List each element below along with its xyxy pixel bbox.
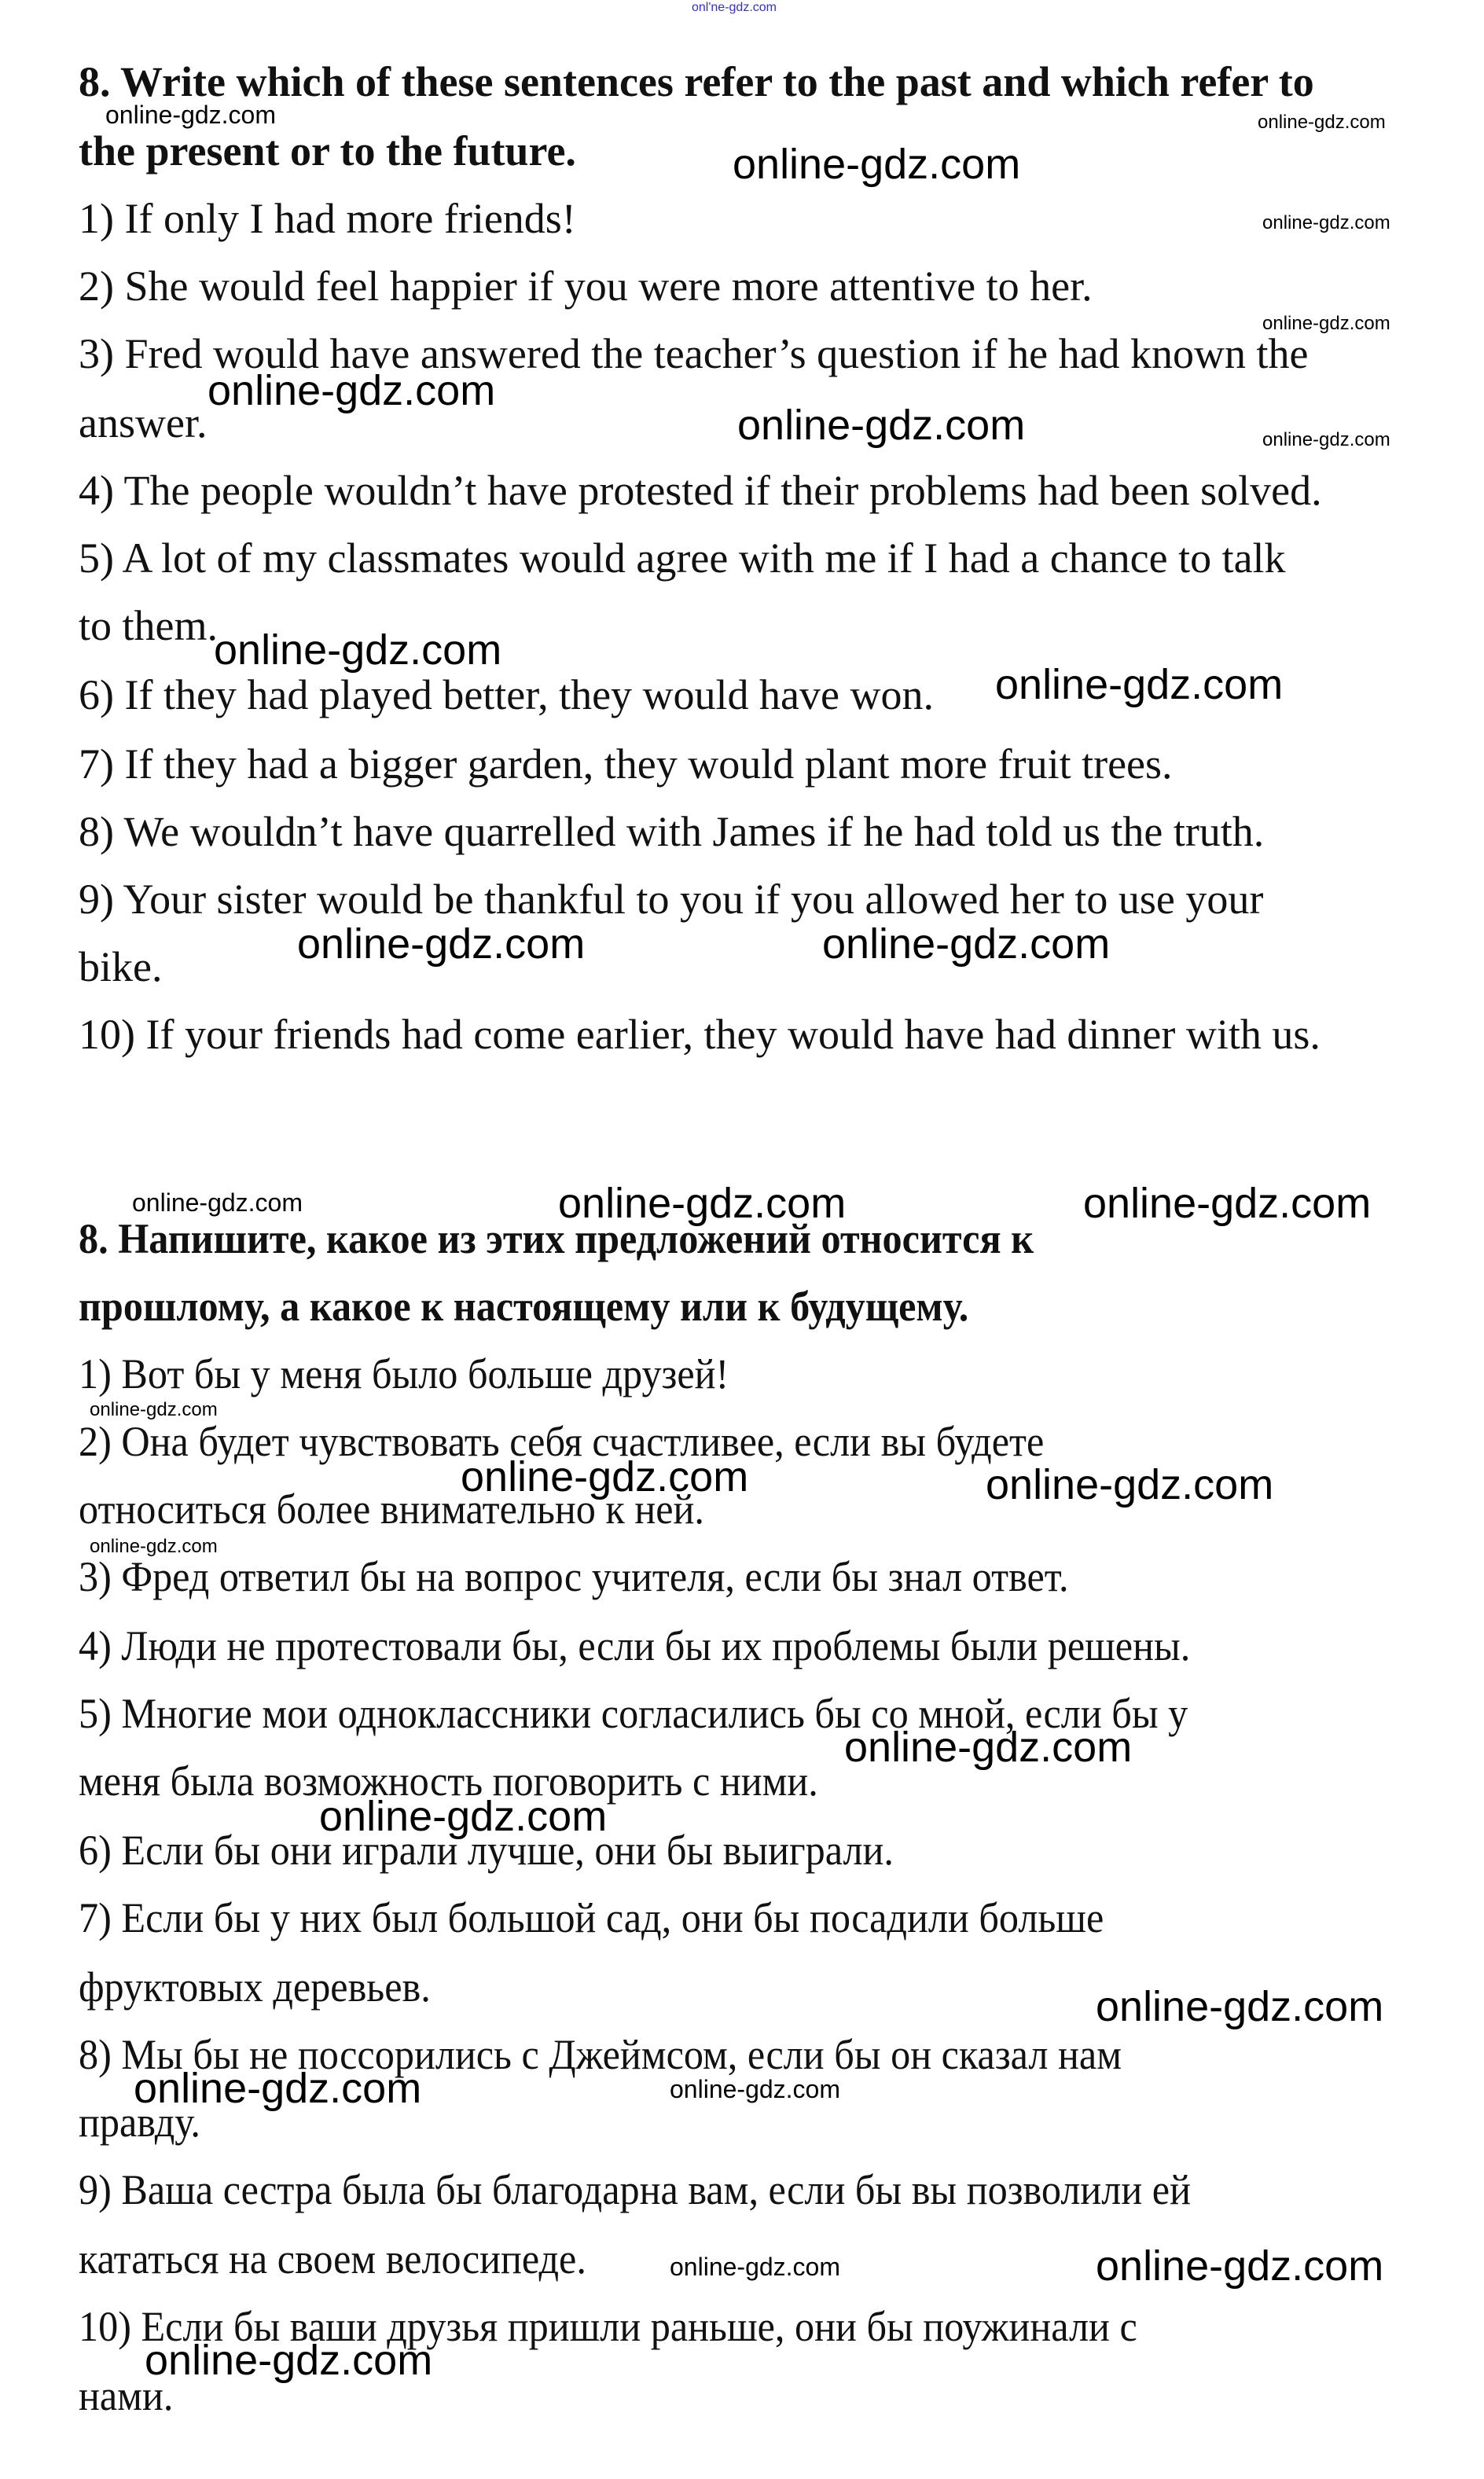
sentence-en: 8) We wouldn’t have quarrelled with James if he had told us the truth. [79, 808, 1265, 855]
sentence-en: 10) If your friends had come earlier, they would have had dinner with us. [79, 1011, 1321, 1058]
watermark: online-gdz.com [1083, 1180, 1372, 1227]
watermark: online-gdz.com [1262, 212, 1390, 233]
exercise-title-ru: 8. Напишите, какое из этих предложений относится к [79, 1215, 1034, 1262]
watermark: online-gdz.com [1096, 2242, 1384, 2290]
sentence-ru: кататься на своем велосипеде. [79, 2235, 586, 2283]
sentence-ru: 2) Она будет чувствовать себя счастливее, если вы будете [79, 1418, 1045, 1465]
watermark: online-gdz.com [737, 402, 1026, 449]
sentence-en: 5) A lot of my classmates would agree with me if I had a chance to talk [79, 534, 1286, 582]
watermark: online-gdz.com [105, 101, 276, 129]
sentence-ru: меня была возможность поговорить с ними. [79, 1757, 818, 1805]
sentence-en: 7) If they had a bigger garden, they would plant more fruit trees. [79, 740, 1173, 788]
exercise-title-en: 8. Write which of these sentences refer to the past and which refer to [79, 58, 1314, 105]
watermark: online-gdz.com [1096, 1983, 1384, 2030]
sentence-ru: 10) Если бы ваши друзья пришли раньше, они бы поужинали с [79, 2303, 1137, 2350]
watermark: online-gdz.com [670, 2075, 840, 2103]
watermark: online-gdz.com [844, 1724, 1133, 1771]
sentence-ru: нами. [79, 2372, 174, 2419]
watermark: online-gdz.com [1258, 112, 1386, 133]
watermark: online-gdz.com [90, 1399, 218, 1420]
watermark: online-gdz.com [134, 2065, 422, 2112]
sentence-en: 1) If only I had more friends! [79, 195, 576, 242]
sentence-ru: относиться более внимательно к ней. [79, 1486, 704, 1533]
watermark: online-gdz.com [319, 1793, 608, 1840]
sentence-en: 2) She would feel happier if you were more attentive to her. [79, 263, 1093, 310]
sentence-ru: 7) Если бы у них был большой сад, они бы посадили больше [79, 1894, 1104, 1941]
sentence-en: to them. [79, 602, 218, 649]
watermark: online-gdz.com [822, 920, 1111, 968]
watermark: online-gdz.com [90, 1536, 218, 1557]
watermark: onl'ne-gdz.com [692, 1, 777, 14]
watermark: online-gdz.com [461, 1453, 749, 1500]
sentence-ru: 1) Вот бы у меня было больше друзей! [79, 1350, 729, 1397]
watermark: online-gdz.com [995, 661, 1284, 708]
exercise-title-en: the present or to the future. [79, 127, 576, 174]
sentence-ru: правду. [79, 2099, 200, 2146]
watermark: online-gdz.com [733, 141, 1021, 188]
sentence-ru: 6) Если бы они играли лучше, они бы выиграли. [79, 1827, 894, 1874]
sentence-ru: 4) Люди не протестовали бы, если бы их проблемы были решены. [79, 1622, 1191, 1669]
watermark: online-gdz.com [214, 626, 502, 674]
watermark: online-gdz.com [670, 2253, 840, 2281]
sentence-ru: фруктовых деревьев. [79, 1963, 431, 2011]
watermark: online-gdz.com [297, 920, 586, 968]
watermark: online-gdz.com [558, 1180, 847, 1227]
watermark: online-gdz.com [1262, 313, 1390, 334]
sentence-en: 4) The people wouldn’t have protested if their problems had been solved. [79, 467, 1322, 514]
watermark: online-gdz.com [132, 1188, 303, 1217]
sentence-ru: 5) Многие мои одноклассники согласились бы со мной, если бы у [79, 1690, 1188, 1737]
sentence-ru: 3) Фред ответил бы на вопрос учителя, если бы знал ответ. [79, 1553, 1069, 1600]
sentence-en: answer. [79, 399, 208, 446]
sentence-en: 9) Your sister would be thankful to you if you allowed her to use your [79, 876, 1264, 923]
sentence-en: 6) If they had played better, they would have won. [79, 671, 934, 718]
watermark: online-gdz.com [145, 2337, 433, 2384]
exercise-title-ru: прошлому, а какое к настоящему или к будущему. [79, 1283, 969, 1330]
sentence-en: bike. [79, 943, 163, 990]
sentence-ru: 9) Ваша сестра была бы благодарна вам, если бы вы позволили ей [79, 2166, 1191, 2213]
sentence-en: 3) Fred would have answered the teacher’s question if he had known the [79, 330, 1309, 377]
sentence-ru: 8) Мы бы не поссорились с Джеймсом, если бы он сказал нам [79, 2031, 1122, 2078]
watermark: online-gdz.com [1262, 429, 1390, 450]
watermark: online-gdz.com [208, 367, 496, 414]
watermark: online-gdz.com [986, 1461, 1274, 1508]
